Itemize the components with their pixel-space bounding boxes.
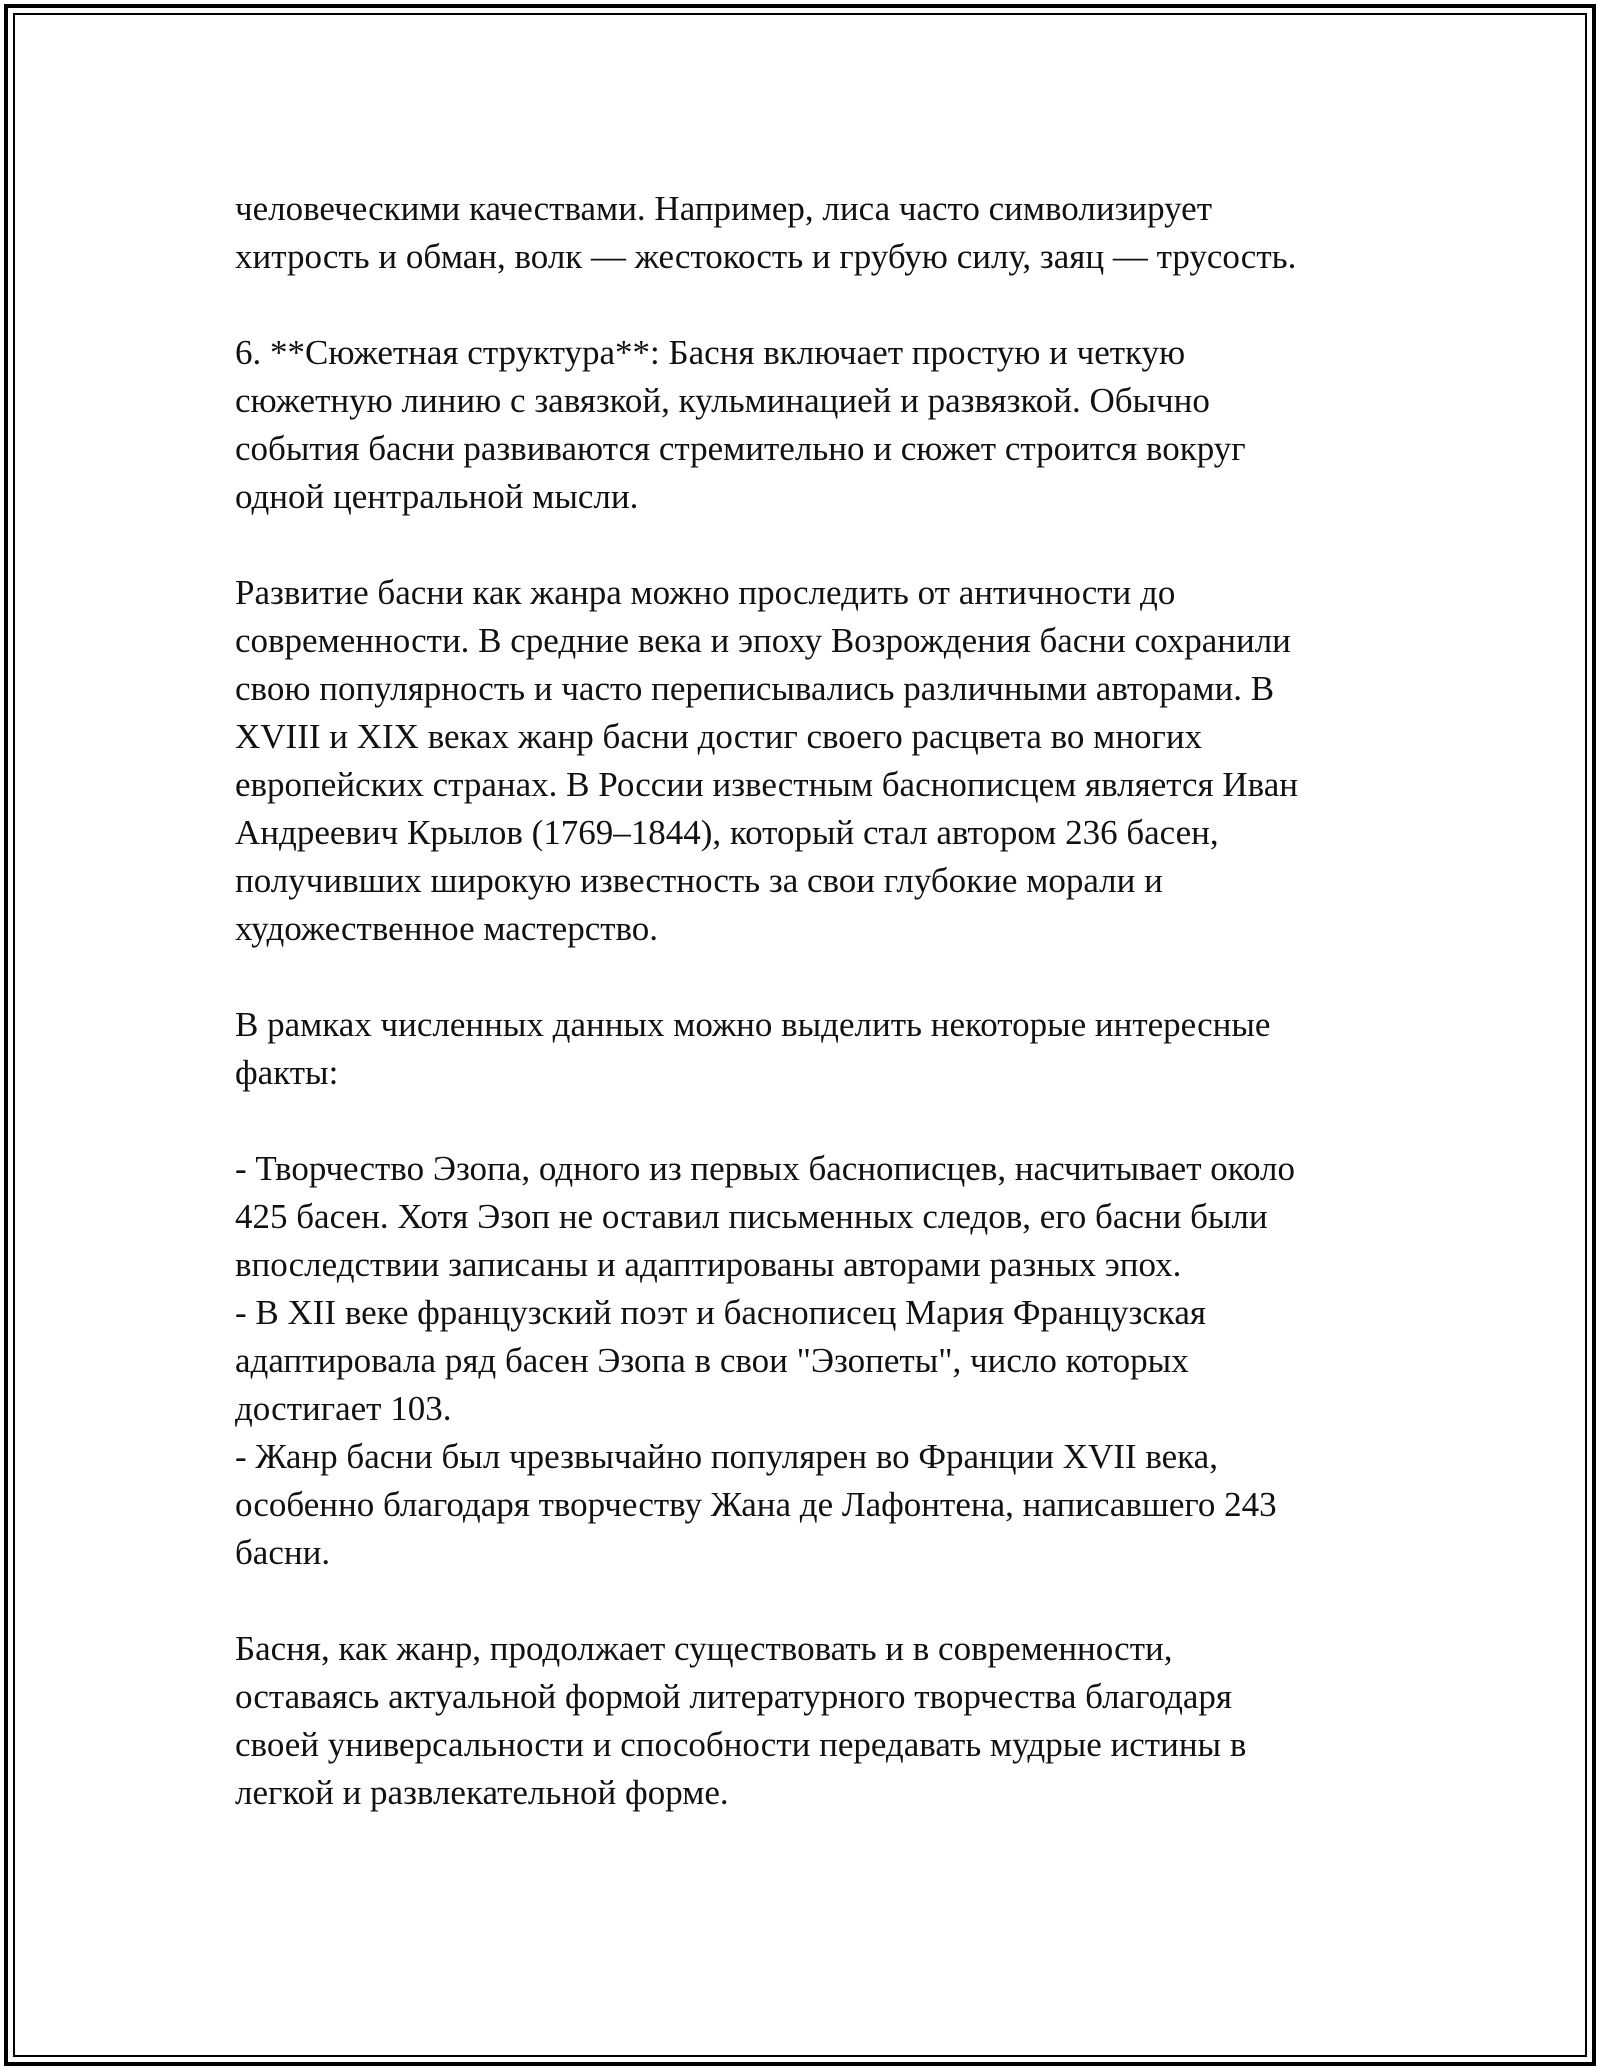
text-line: - Жанр басни был чрезвычайно популярен во Франции XVII века, — [235, 1437, 1218, 1476]
paragraph-numeric-intro — [235, 1001, 1385, 1097]
paragraph-facts-list — [235, 1145, 1385, 1577]
text-line: события басни развиваются стремительно и сюжет строится вокруг — [235, 429, 1246, 468]
text-line: впоследствии записаны и адаптированы авторами разных эпох. — [235, 1245, 1182, 1284]
text-line: сюжетную линию с завязкой, кульминацией и развязкой. Обычно — [235, 381, 1210, 420]
text-line: Развитие басни как жанра можно проследить от античности до — [235, 573, 1176, 612]
text-line: европейских странах. В России известным баснописцем является Иван — [235, 765, 1298, 804]
text-line: своей универсальности и способности передавать мудрые истины в — [235, 1725, 1247, 1764]
paragraph-plot-structure — [235, 329, 1385, 521]
text-line: XVIII и XIX веках жанр басни достиг своего расцвета во многих — [235, 717, 1203, 756]
text-line: одной центральной мысли. — [235, 477, 639, 516]
text-line: 425 басен. Хотя Эзоп не оставил письменных следов, его басни были — [235, 1197, 1268, 1236]
text-line: - В XII веке французский поэт и баснописец Мария Французская — [235, 1293, 1206, 1332]
text-line: адаптировала ряд басен Эзопа в свои "Эзопеты", число которых — [235, 1341, 1189, 1380]
text-line: свою популярность и часто переписывались различными авторами. В — [235, 669, 1275, 708]
text-line: факты: — [235, 1053, 339, 1092]
text-line: Басня, как жанр, продолжает существовать и в современности, — [235, 1629, 1173, 1668]
text-line: художественное мастерство. — [235, 909, 659, 948]
text-line: современности. В средние века и эпоху Возрождения басни сохранили — [235, 621, 1291, 660]
text-line: Андреевич Крылов (1769–1844), который стал автором 236 басен, — [235, 813, 1219, 852]
text-line: басни. — [235, 1533, 331, 1572]
text-line: - Творчество Эзопа, одного из первых баснописцев, насчитывает около — [235, 1149, 1295, 1188]
text-line: оставаясь актуальной формой литературного творчества благодаря — [235, 1677, 1233, 1716]
text-line: достигает 103. — [235, 1389, 452, 1428]
text-line: получивших широкую известность за свои глубокие морали и — [235, 861, 1163, 900]
text-line: легкой и развлекательной форме. — [235, 1773, 729, 1812]
paragraph-animal-symbolism — [235, 185, 1385, 281]
paragraph-genre-history — [235, 569, 1385, 953]
paragraph-conclusion — [235, 1625, 1385, 1817]
text-line: хитрость и обман, волк — жестокость и грубую силу, заяц — трусость. — [235, 237, 1297, 276]
text-line: В рамках численных данных можно выделить некоторые интересные — [235, 1005, 1271, 1044]
text-line: человеческими качествами. Например, лиса часто символизирует — [235, 189, 1213, 228]
document-body — [235, 185, 1385, 1865]
text-line: 6. **Сюжетная структура**: Басня включает простую и четкую — [235, 333, 1186, 372]
text-line: особенно благодаря творчеству Жана де Лафонтена, написавшего 243 — [235, 1485, 1277, 1524]
